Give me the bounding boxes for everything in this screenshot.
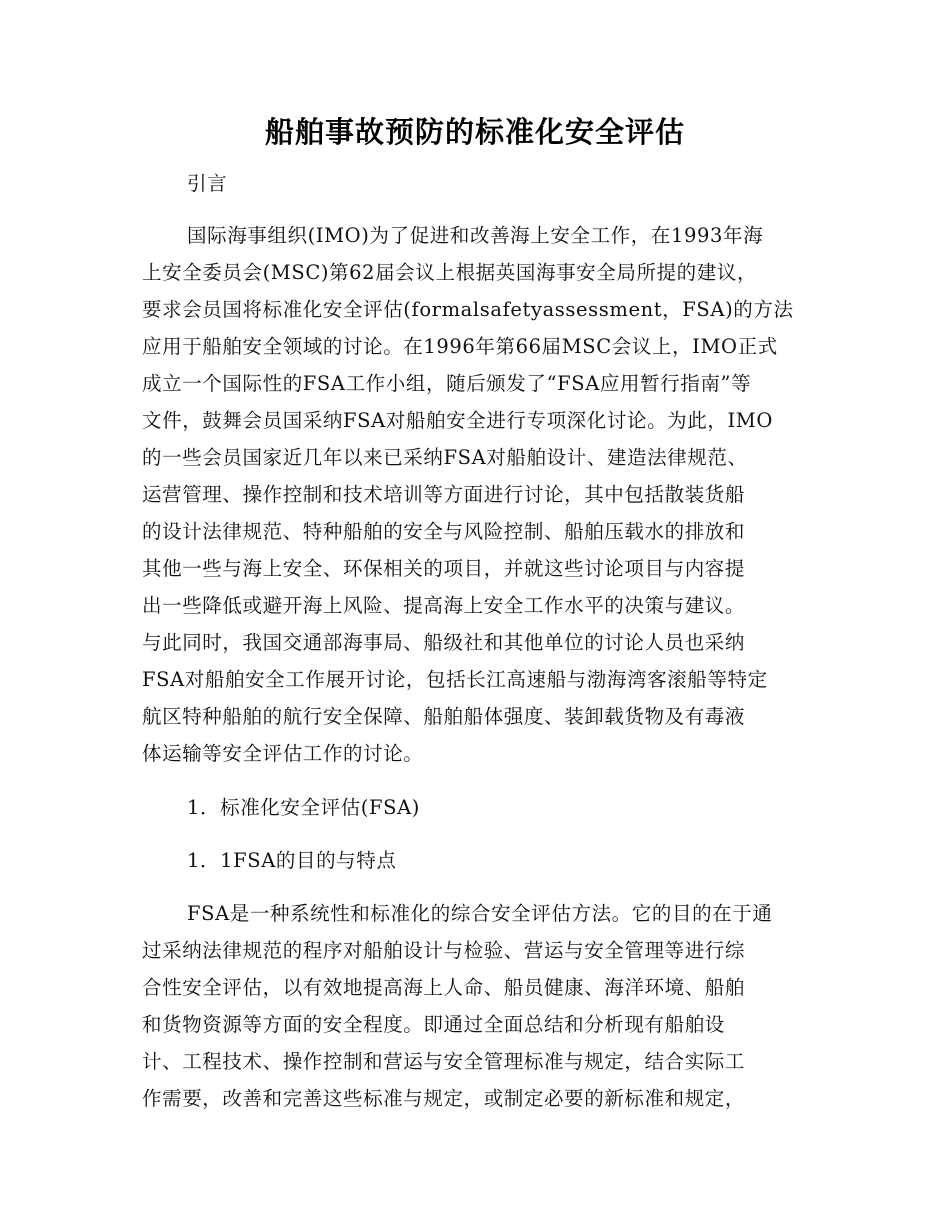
paragraph-line: 和货物资源等方面的安全程度。即通过全面总结和分析现有船舶设 [142, 1013, 725, 1036]
paragraph-line: FSA对船舶安全工作展开讨论，包括长江高速船与渤海湾客滚船等特定 [142, 668, 768, 691]
paragraph-line: 计、工程技术、操作控制和营运与安全管理标准与规定，结合实际工 [142, 1050, 746, 1073]
paragraph-line: 体运输等安全评估工作的讨论。 [142, 742, 424, 765]
paragraph-line: 与此同时，我国交通部海事局、船级社和其他单位的讨论人员也采纳 [142, 631, 746, 654]
paragraph-line: 上安全委员会(MSC)第62届会议上根据英国海事安全局所提的建议， [142, 261, 758, 284]
paragraph-line: 国际海事组织(IMO)为了促进和改善海上安全工作，在1993年海 [187, 224, 764, 247]
paragraph-line: 其他一些与海上安全、环保相关的项目，并就这些讨论项目与内容提 [142, 557, 746, 580]
paragraph-line: 成立一个国际性的FSA工作小组，随后颁发了“FSA应用暂行指南”等 [142, 372, 752, 395]
intro-heading: 引言 [187, 172, 228, 195]
subsection-heading: 1．1FSA的目的与特点 [187, 849, 397, 872]
paragraph-line: 出一些降低或避开海上风险、提高海上安全工作水平的决策与建议。 [142, 594, 746, 617]
paragraph-line: 应用于船舶安全领域的讨论。在1996年第66届MSC会议上，IMO正式 [142, 335, 778, 358]
document-title: 船舶事故预防的标准化安全评估 [264, 115, 685, 149]
paragraph-line: 作需要，改善和完善这些标准与规定，或制定必要的新标准和规定， [142, 1087, 746, 1110]
paragraph-line: 文件，鼓舞会员国采纳FSA对船舶安全进行专项深化讨论。为此，IMO [142, 409, 773, 432]
section-heading: 1．标准化安全评估(FSA) [187, 796, 420, 819]
paragraph-line: 要求会员国将标准化安全评估(formalsafetyassessment，FSA)的方法 [142, 298, 794, 321]
paragraph-line: FSA是一种系统性和标准化的综合安全评估方法。它的目的在于通 [187, 902, 773, 925]
paragraph-line: 合性安全评估，以有效地提高海上人命、船员健康、海洋环境、船舶 [142, 976, 746, 999]
paragraph-line: 过采纳法律规范的程序对船舶设计与检验、营运与安全管理等进行综 [142, 939, 746, 962]
paragraph-line: 运营管理、操作控制和技术培训等方面进行讨论，其中包括散装货船 [142, 483, 746, 506]
paragraph-line: 的设计法律规范、特种船舶的安全与风险控制、船舶压载水的排放和 [142, 520, 746, 543]
paragraph-line: 航区特种船舶的航行安全保障、船舶船体强度、装卸载货物及有毒液 [142, 705, 746, 728]
paragraph-line: 的一些会员国家近几年以来已采纳FSA对船舶设计、建造法律规范、 [142, 446, 748, 469]
